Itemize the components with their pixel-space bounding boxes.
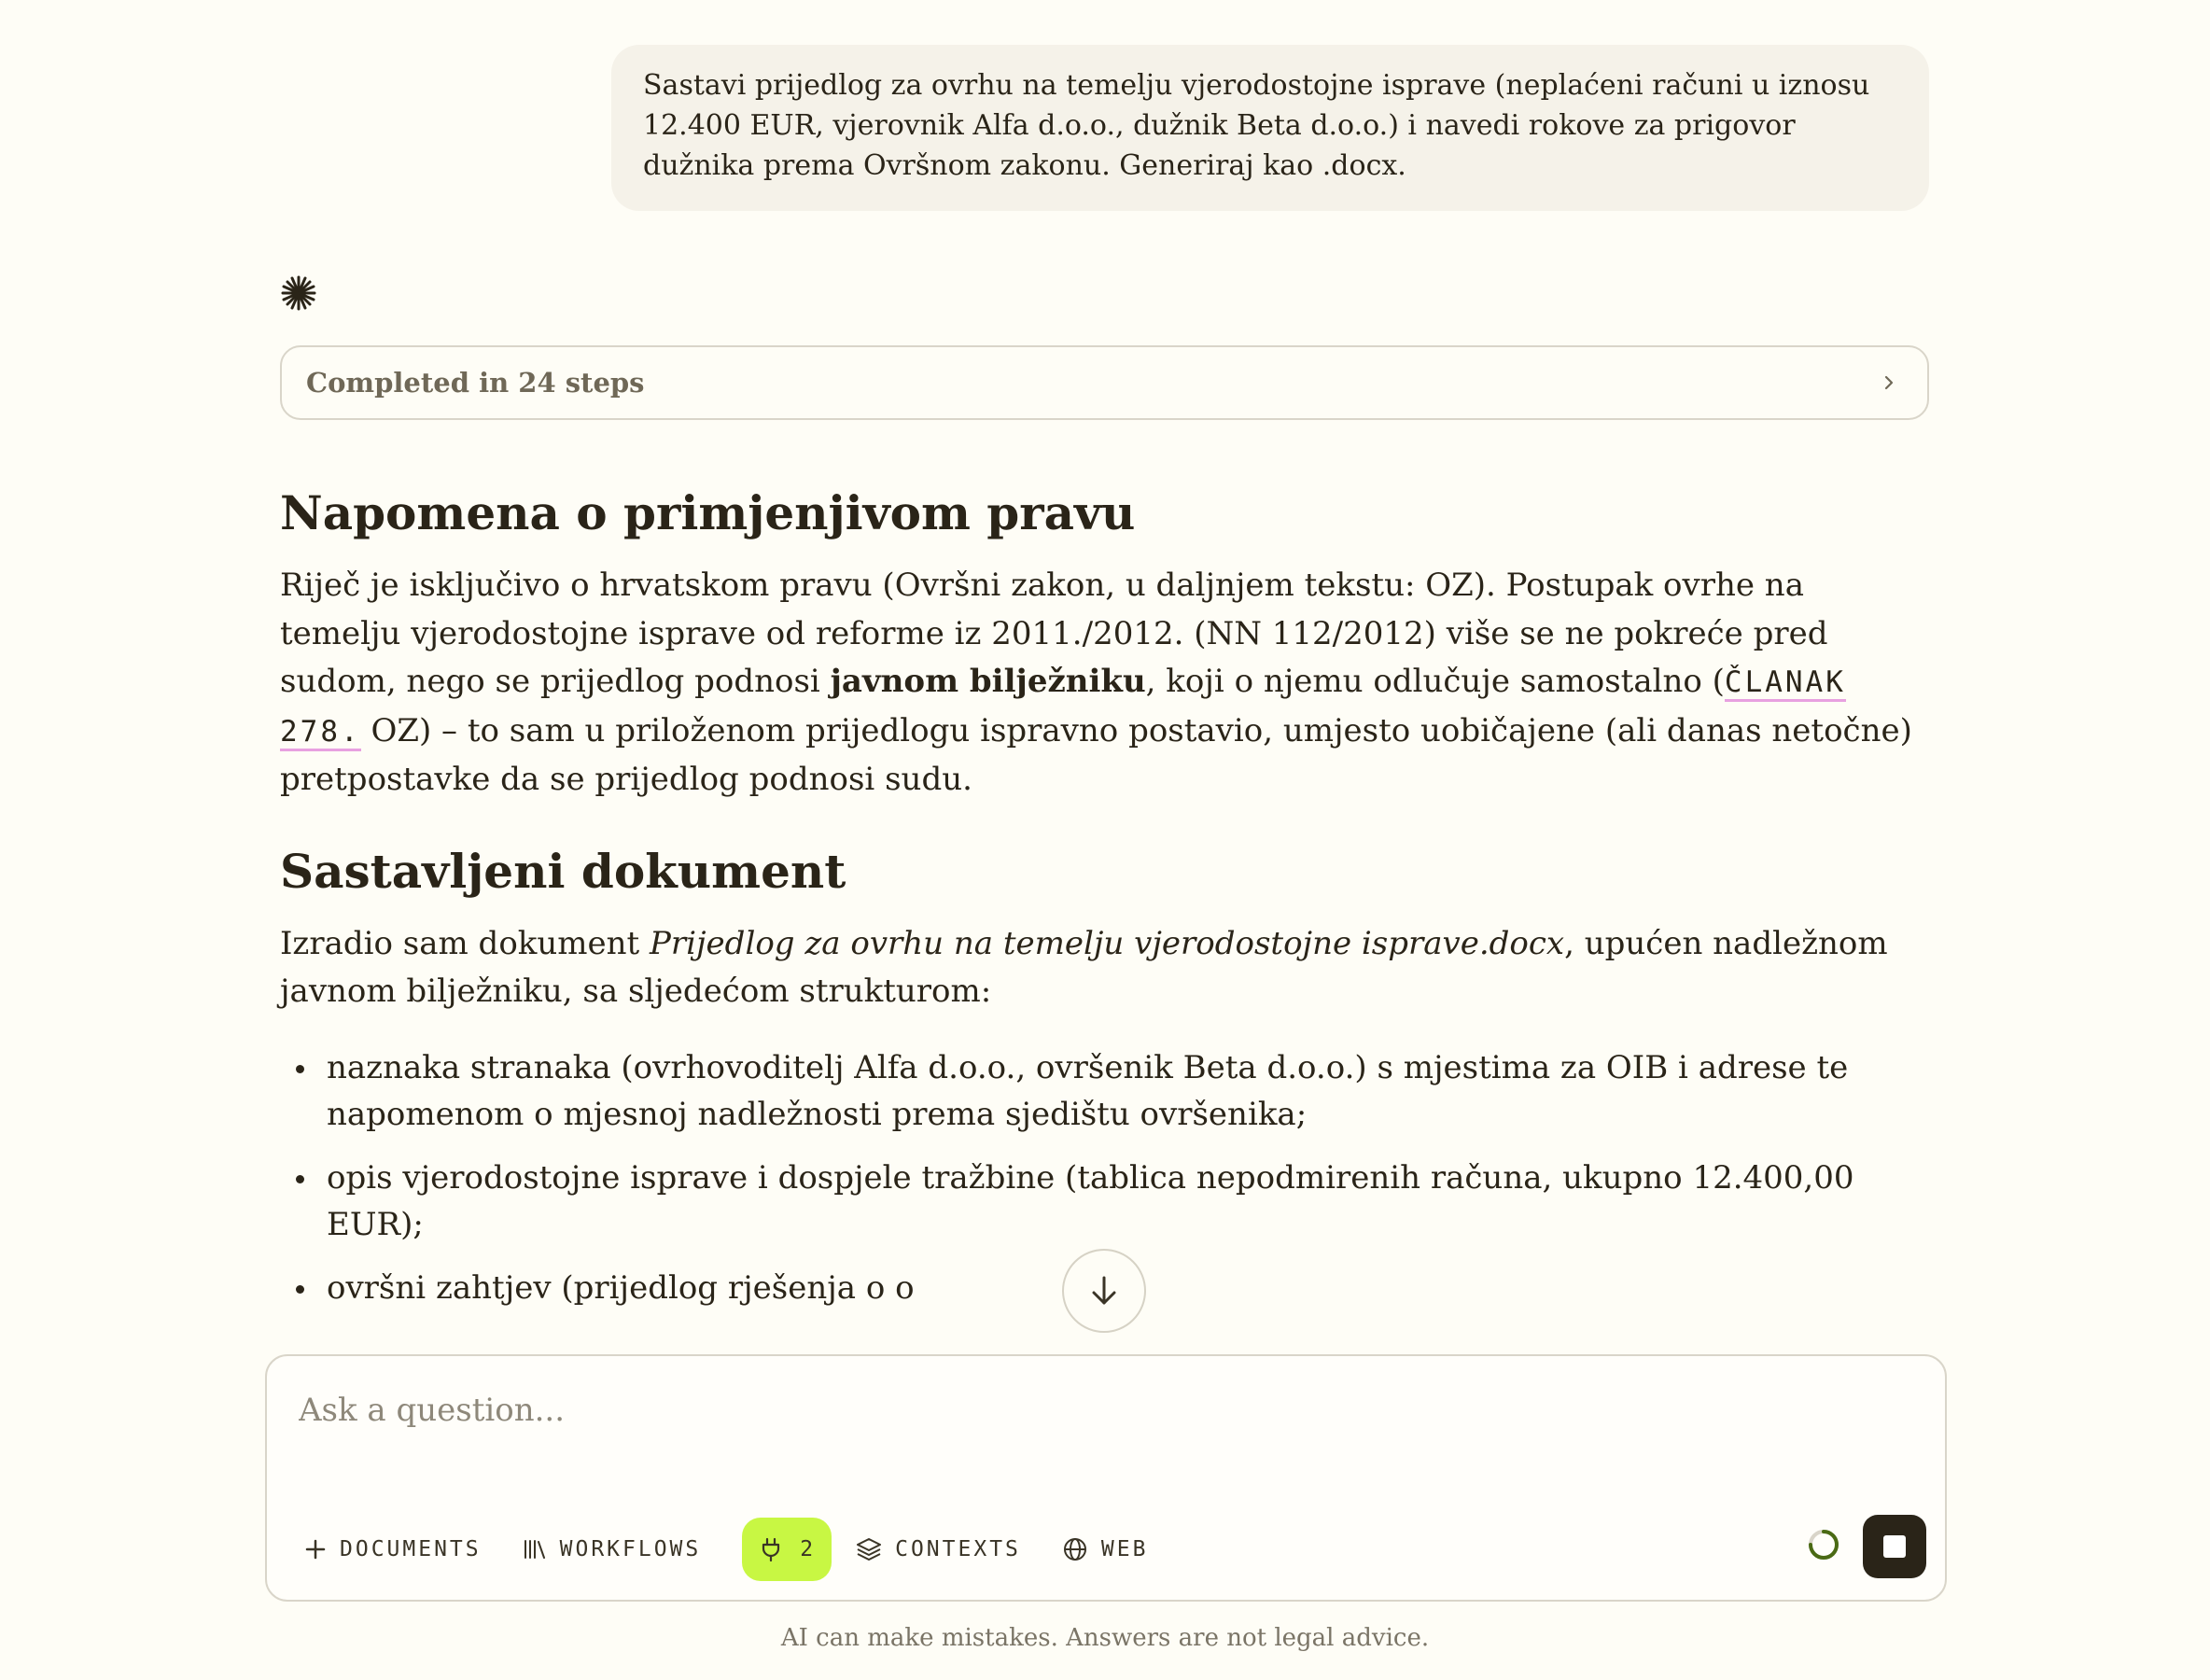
disclaimer: AI can make mistakes. Answers are not legal advice. — [780, 1624, 1430, 1652]
connectors-button[interactable] — [742, 1518, 832, 1581]
paragraph-applicable-law — [280, 562, 1934, 805]
text-segment: Riječ je isključivo o hrvatskom pravu (Ovršni zakon, u daljnjem tekstu: OZ). Postupak ovrhe na temelju vjerodostojne isprave od reforme iz 2011./2012. (NN 112/2012) više se ne pokreće pred sudom, nego se prijedlog podnosi — [280, 567, 1828, 700]
loading-spinner-icon — [1807, 1528, 1840, 1561]
steps-summary-toggle[interactable] — [280, 345, 1929, 420]
question-input[interactable] — [299, 1382, 1699, 1438]
chevron-right-icon — [1879, 372, 1899, 393]
contexts-button[interactable] — [856, 1518, 1021, 1581]
documents-label: DOCUMENTS — [340, 1537, 482, 1561]
plug-icon — [761, 1537, 781, 1561]
plus-icon — [304, 1538, 327, 1561]
document-filename: Prijedlog za ovrhu na temelju vjerodostojne isprave.docx — [650, 924, 1565, 962]
bold-text: javnom bilježniku — [830, 663, 1146, 700]
composer-toolbar — [304, 1518, 1189, 1581]
heading-drafted-document: Sastavljeni dokument — [280, 843, 846, 899]
list-item: ovršni zahtjev (prijedlog rješenja o o — [280, 1265, 1934, 1311]
text-segment: , koji o njemu odlučuje samostalno ( — [1145, 663, 1725, 700]
list-item: opis vjerodostojne isprave i dospjele tražbine (tablica nepodmirenih računa, ukupno 12.400,00 EUR); — [280, 1155, 1934, 1248]
assistant-response — [280, 485, 1934, 1328]
workflows-label: WORKFLOWS — [559, 1537, 702, 1561]
text-segment: Izradio sam dokument — [280, 924, 650, 962]
composer — [265, 1354, 1947, 1602]
steps-label: Completed in 24 steps — [306, 367, 645, 399]
text-segment: OZ) – to sam u priloženom prijedlogu ispravno postavio, umjesto uobičajene (ali danas netočne) pretpostavke da se prijedlog podnosi sudu. — [280, 711, 1912, 798]
user-message-bubble — [611, 45, 1929, 211]
connectors-count: 2 — [800, 1537, 814, 1561]
user-message-text: Sastavi prijedlog za ovrhu na temelju vjerodostojne isprave (neplaćeni računi u iznosu 12.400 EUR, vjerovnik Alfa d.o.o., dužnik Beta d.o.o.) i navedi rokove za prigovor dužnika prema Ovršnom zakonu. Generiraj kao .docx. — [643, 69, 1870, 182]
list-item: naznaka stranaka (ovrhovoditelj Alfa d.o.o., ovršenik Beta d.o.o.) s mjestima za OIB i adrese te napomenom o mjesnoj nadležnosti prema sjedištu ovršenika; — [280, 1044, 1934, 1138]
citation-link[interactable]: ČLANAK 278. — [280, 665, 1846, 751]
documents-button[interactable] — [304, 1518, 482, 1581]
scroll-to-bottom-button[interactable] — [1062, 1249, 1146, 1333]
web-label: WEB — [1100, 1537, 1149, 1561]
heading-applicable-law: Napomena o primjenjivom pravu — [280, 485, 1136, 540]
globe-icon — [1062, 1536, 1088, 1562]
layers-icon — [856, 1536, 882, 1562]
spark-icon — [280, 274, 317, 312]
library-icon — [523, 1538, 547, 1561]
contexts-label: CONTEXTS — [895, 1537, 1021, 1561]
web-button[interactable] — [1062, 1518, 1149, 1581]
stop-icon — [1883, 1535, 1906, 1558]
stop-generation-button[interactable] — [1863, 1515, 1926, 1578]
arrow-down-icon — [1085, 1272, 1123, 1309]
paragraph-drafted-document — [280, 920, 1934, 1016]
text-segment: , upućen nadležnom javnom bilježniku, sa sljedećom strukturom: — [280, 924, 1888, 1010]
workflows-button[interactable] — [523, 1518, 702, 1581]
